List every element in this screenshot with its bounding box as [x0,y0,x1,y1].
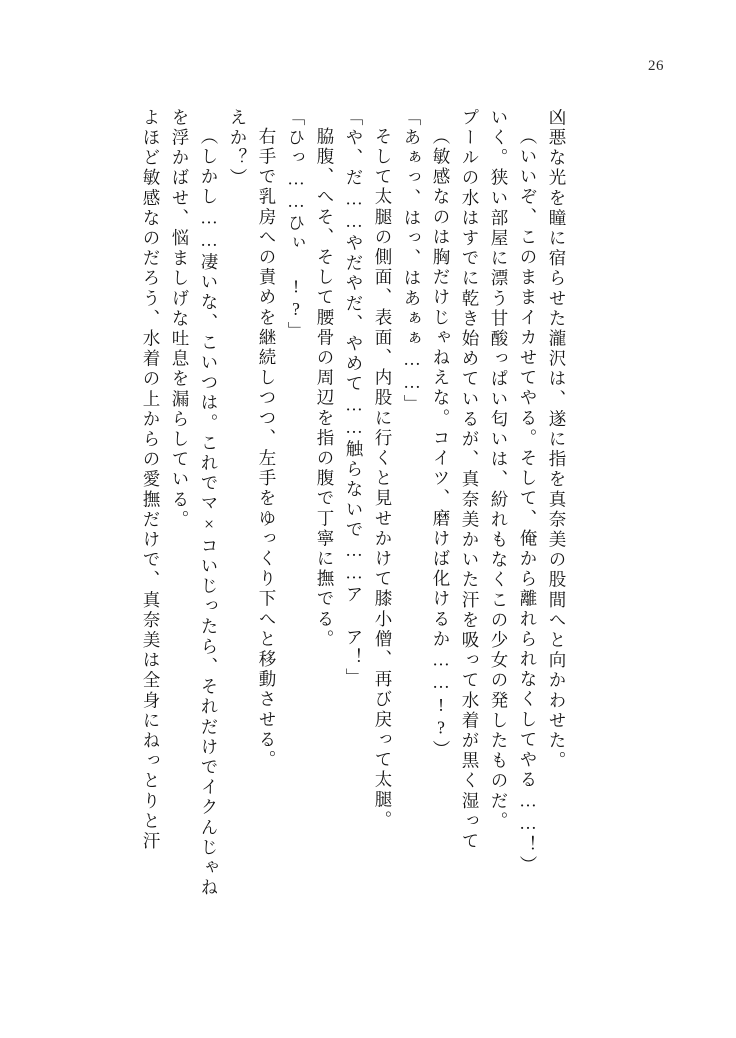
text-column: 「ひっ……ひぃ !?」 [286,108,306,342]
page-number: 26 [648,58,664,74]
text-column: を浮かばせ、悩ましげな吐息を漏らしている。 [170,108,190,531]
text-column: 「あぁっ、はっ、はあぁぁ……」 [402,108,422,415]
text-column: 脇腹、へそ、そして腰骨の周辺を指の腹で丁寧に撫でる。 [315,127,335,650]
vertical-text-body [130,108,670,898]
text-column: 右手で乳房への責めを継続しつつ、左手をゆっくり下へと移動させる。 [257,127,277,771]
text-column: （しかし……凄いな、こいつは。これでマ×コいじったら、それだけでイクんじゃね [199,127,219,899]
text-column: 「や、だ……やだやだ、やめて……触らないで……ア ア！」 [344,108,364,689]
text-column: そして太腿の側面、表面、内股に行くと見せかけて膝小僧、再び戻って太腿。 [373,127,393,831]
text-column: よほど敏感なのだろう、水着の上からの愛撫だけで、真奈美は全身にねっとりと汗 [141,108,161,852]
text-column: えか？） [228,108,248,189]
text-column: プールの水はすでに乾き始めているが、真奈美かいた汗を吸って水着が黒く湿って [460,108,480,852]
text-column: いく。狭い部屋に漂う甘酸っぱい匂いは、紛れもなくこの少女の発したものだ。 [489,108,509,832]
text-column: （いいぞ、このままイカせてやる。そして、俺から離れられなくしてやる……！） [518,127,538,876]
text-column: 凶悪な光を瞳に宿らせた瀧沢は、遂に指を真奈美の股間へと向かわせた。 [547,108,567,772]
text-column: （敏感なのは胸だけじゃねえな。コイツ、磨けば化けるか……!?） [431,127,451,761]
